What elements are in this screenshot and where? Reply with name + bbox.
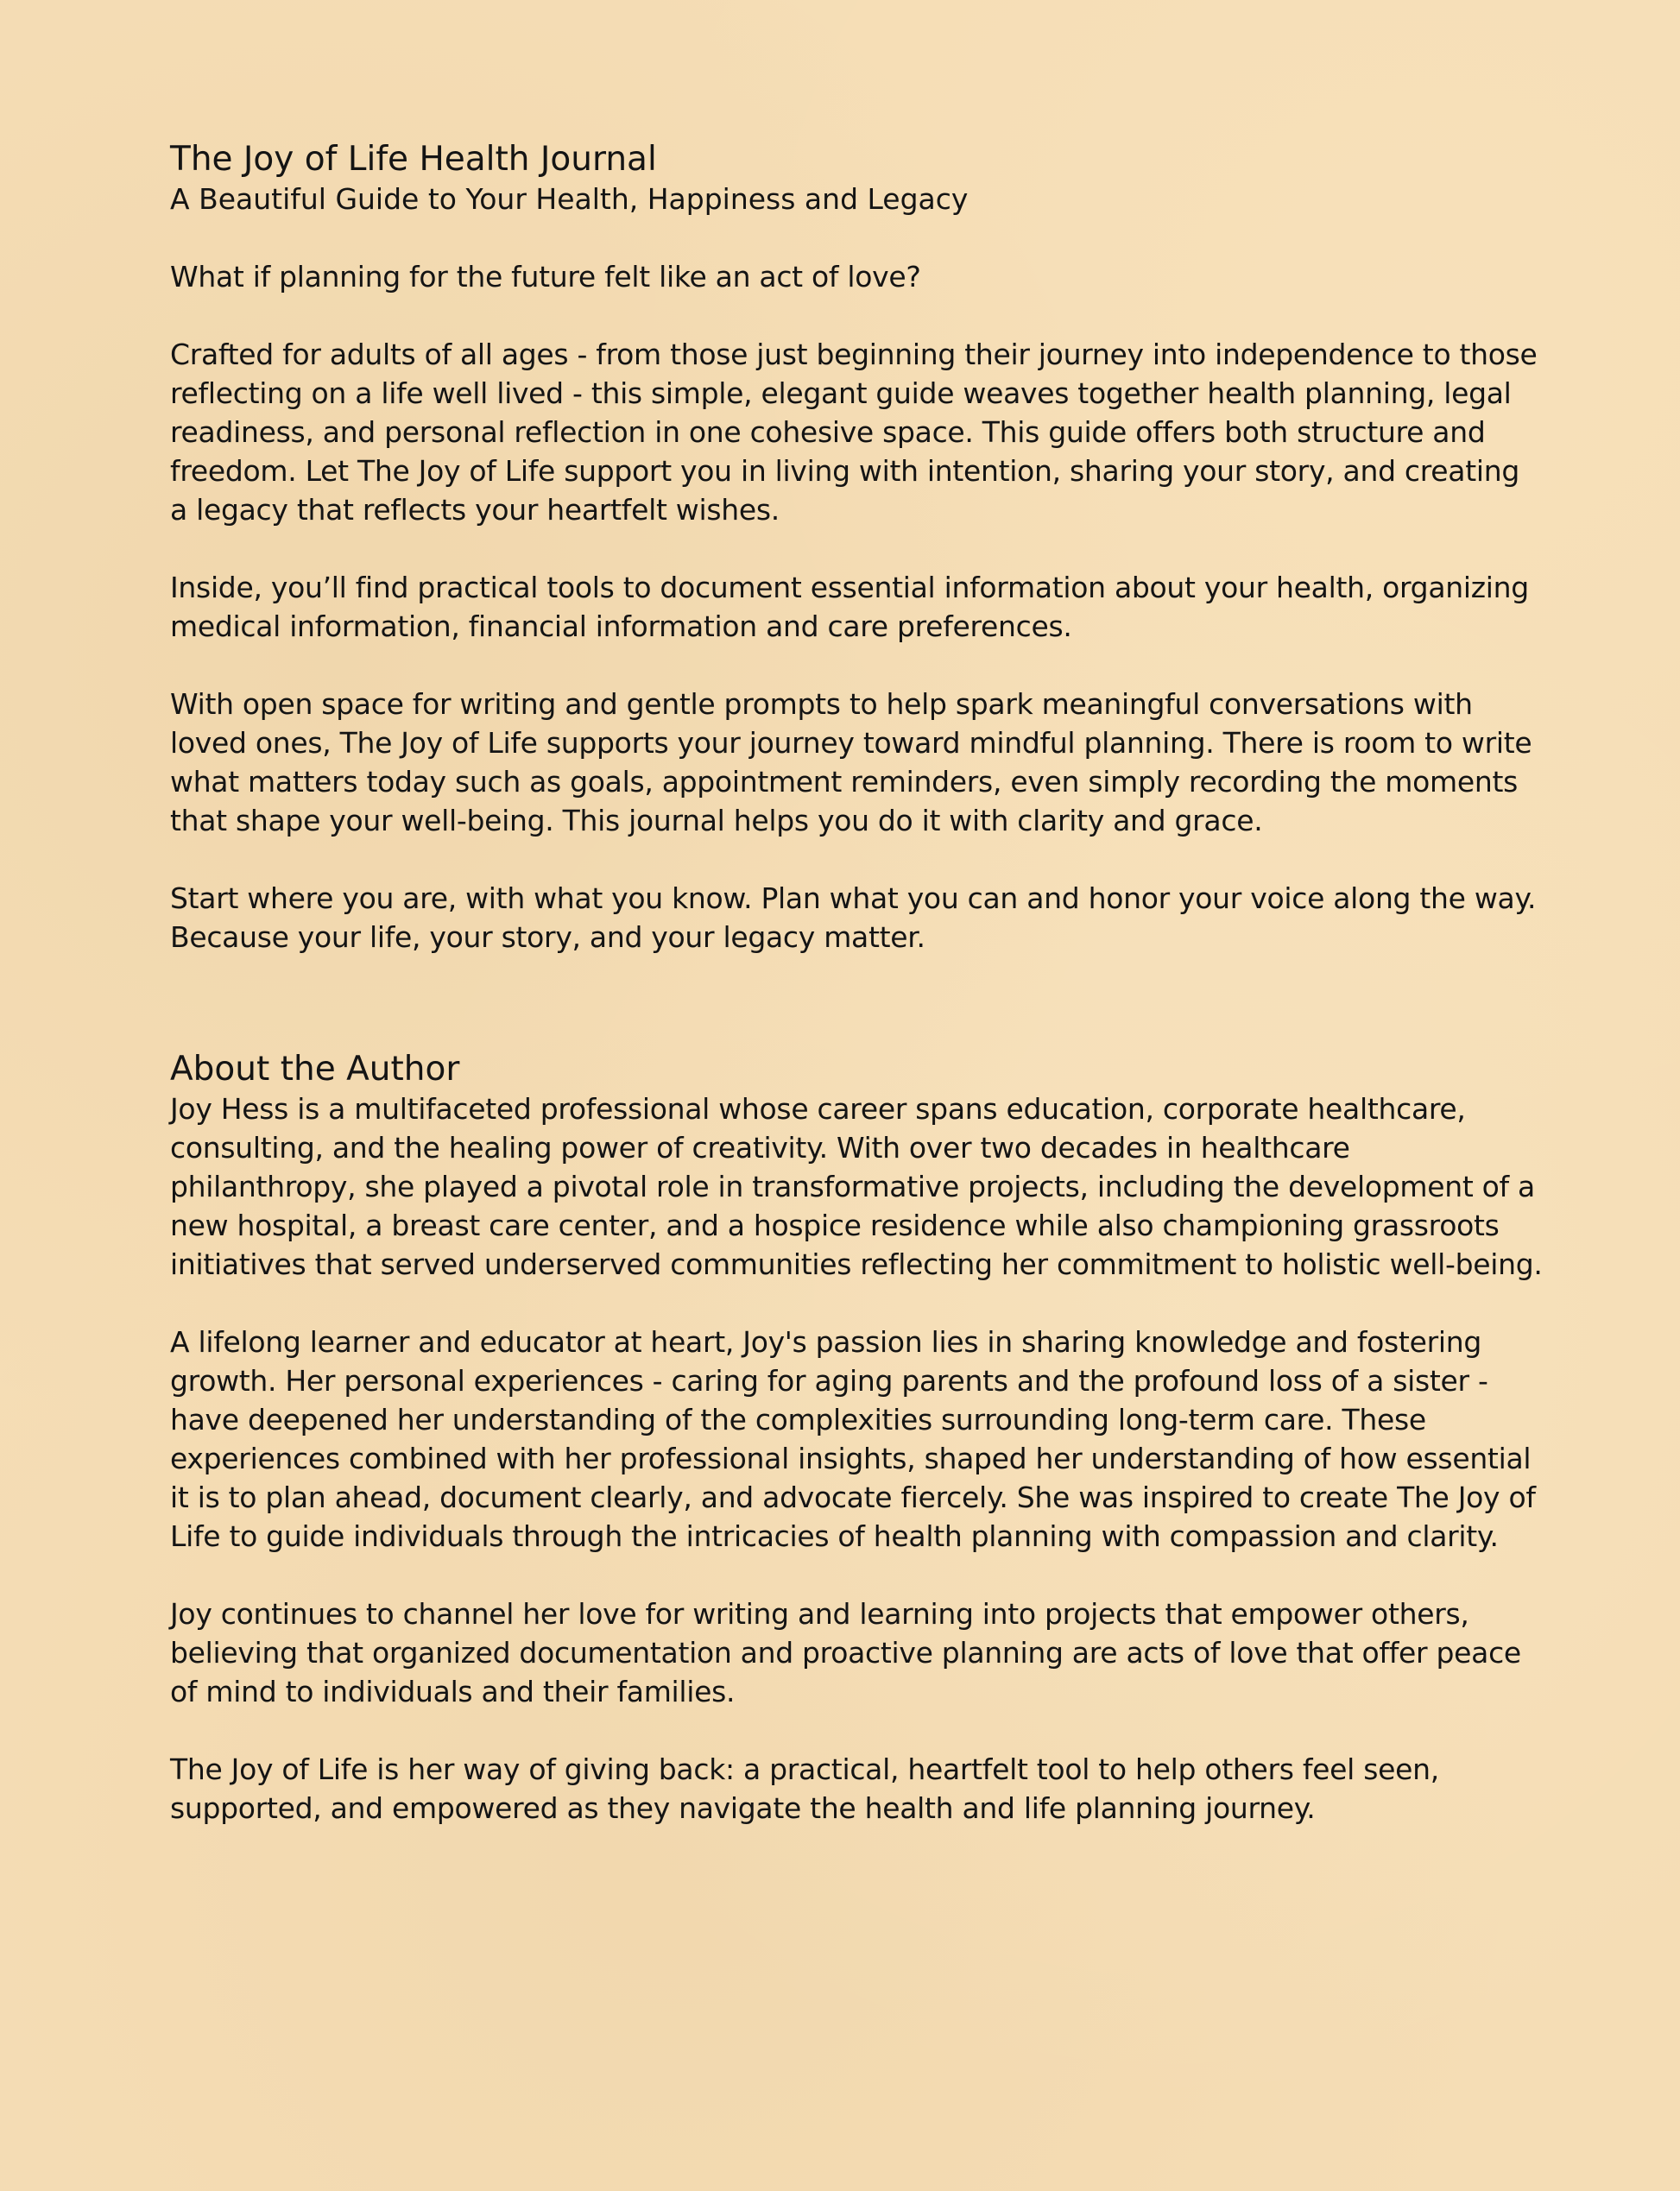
- intro-paragraph-inside: Inside, you’ll find practical tools to document essential information about your health, organizing medical information, financial information and care preferences.: [170, 571, 1529, 643]
- document-page: [170, 140, 1543, 1828]
- author-paragraph-giving-back: The Joy of Life is her way of giving back: a practical, heartfelt tool to help others feel seen, supported, and empowered as they navigate the health and life planning journey.: [170, 1752, 1439, 1825]
- author-heading: About the Author: [170, 1050, 460, 1089]
- intro-paragraph-start: Start where you are, with what you know. Plan what you can and honor your voice along the way. Because your life, your story, and your legacy matter.: [170, 881, 1537, 954]
- author-paragraph-bio: Joy Hess is a multifaceted professional whose career spans education, corporate healthcare, consulting, and the healing power of creativity. With over two decades in healthcare philanthropy, she played a pivotal role in transformative projects, including the development of a new hospital, a breast care center, and a hospice residence while also championing grassroots initiatives that served underserved communities reflecting her commitment to holistic well-being.: [170, 1092, 1543, 1281]
- intro-paragraph-crafted: Crafted for adults of all ages - from those just beginning their journey into independence to those reflecting on a life well lived - this simple, elegant guide weaves together health planning, legal readiness, and personal reflection in one cohesive space. This guide offers both structure and freedom. Let The Joy of Life support you in living with intention, sharing your story, and creating a legacy that reflects your heartfelt wishes.: [170, 338, 1538, 527]
- intro-question: What if planning for the future felt like an act of love?: [170, 260, 921, 294]
- document-title: The Joy of Life Health Journal: [170, 140, 657, 179]
- intro-paragraph-open-space: With open space for writing and gentle prompts to help spark meaningful conversations with loved ones, The Joy of Life supports your journey toward mindful planning. There is room to write what matters today such as goals, appointment reminders, even simply recording the moments that shape your well-being. This journal helps you do it with clarity and grace.: [170, 687, 1532, 837]
- document-subtitle: A Beautiful Guide to Your Health, Happiness and Legacy: [170, 182, 969, 216]
- author-paragraph-continues: Joy continues to channel her love for writing and learning into projects that empower others, believing that organized documentation and proactive planning are acts of love that offer peace of mind to individuals and their families.: [170, 1597, 1521, 1708]
- author-paragraph-learner: A lifelong learner and educator at heart, Joy's passion lies in sharing knowledge and fostering growth. Her personal experiences - caring for aging parents and the profound loss of a sister - have deepened her understanding of the complexities surrounding long-term care. These experiences combined with her professional insights, shaped her understanding of how essential it is to plan ahead, document clearly, and advocate fiercely. She was inspired to create The Joy of Life to guide individuals through the intricacies of health planning with compassion and clarity.: [170, 1325, 1536, 1553]
